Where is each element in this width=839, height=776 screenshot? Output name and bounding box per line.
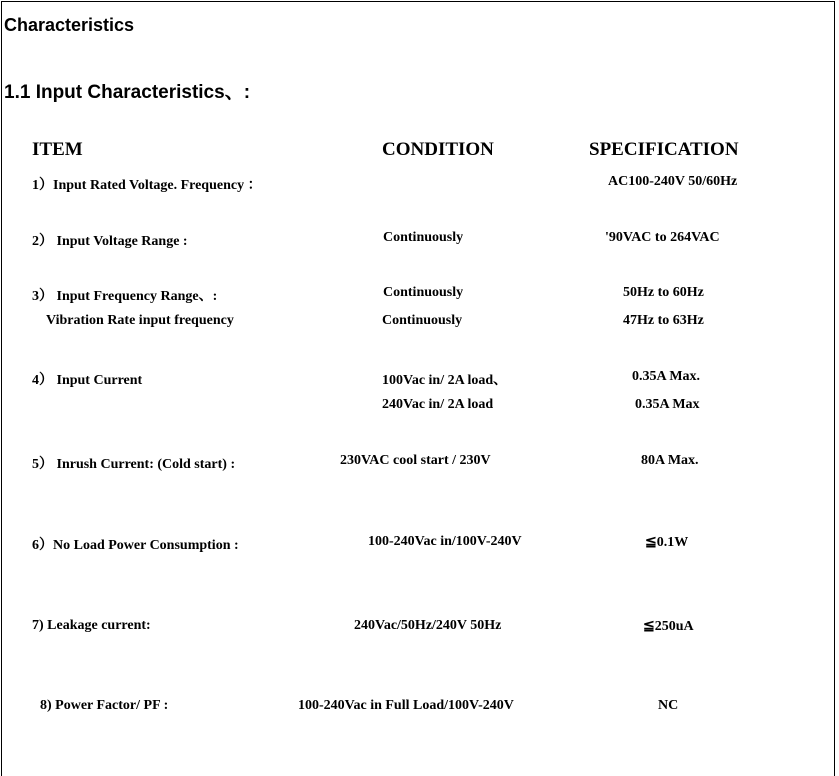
column-header-condition: CONDITION <box>382 139 494 160</box>
row-item: 7) Leakage current: <box>32 618 151 633</box>
row-spec: NC <box>658 698 679 713</box>
row-condition: 100-240Vac in/100V-240V <box>368 534 522 549</box>
row-spec: 80A Max. <box>641 453 699 468</box>
section-title: 1.1 Input Characteristics、: <box>4 82 251 103</box>
column-header-specification: SPECIFICATION <box>589 139 739 160</box>
row-spec: AC100-240V 50/60Hz <box>608 174 738 189</box>
row-condition: 100-240Vac in Full Load/100V-240V <box>298 698 514 713</box>
row-spec: ≦250uA <box>643 619 694 634</box>
row-spec: 0.35A Max. <box>632 369 701 384</box>
row-item: 3） Input Frequency Range、: <box>32 289 218 304</box>
row-condition: 100Vac in/ 2A load、 <box>382 373 508 388</box>
row-condition: Continuously <box>383 285 464 300</box>
column-header-item: ITEM <box>32 139 83 160</box>
row-condition: 240Vac/50Hz/240V 50Hz <box>354 618 502 633</box>
row-item: 8) Power Factor/ PF : <box>40 698 169 713</box>
row-condition: Continuously <box>382 313 463 328</box>
row-condition: 240Vac in/ 2A load <box>382 397 494 412</box>
row-item: 1）Input Rated Voltage. Frequency ： <box>32 178 262 193</box>
page-heading: Characteristics <box>4 15 135 35</box>
row-spec: 50Hz to 60Hz <box>623 285 704 300</box>
row-item: Vibration Rate input frequency <box>46 313 234 328</box>
row-item: 6）No Load Power Consumption : <box>32 538 239 553</box>
row-condition: Continuously <box>383 230 464 245</box>
row-spec: 47Hz to 63Hz <box>623 313 704 328</box>
row-item: 5） Inrush Current: (Cold start) : <box>32 457 236 472</box>
row-spec: ≦0.1W <box>645 535 689 550</box>
row-spec: '90VAC to 264VAC <box>605 230 720 245</box>
document-page <box>1 1 835 776</box>
row-condition: 230VAC cool start / 230V <box>340 453 491 468</box>
row-spec: 0.35A Max <box>635 397 700 412</box>
row-item: 4） Input Current <box>32 373 143 388</box>
row-item: 2） Input Voltage Range : <box>32 234 188 249</box>
